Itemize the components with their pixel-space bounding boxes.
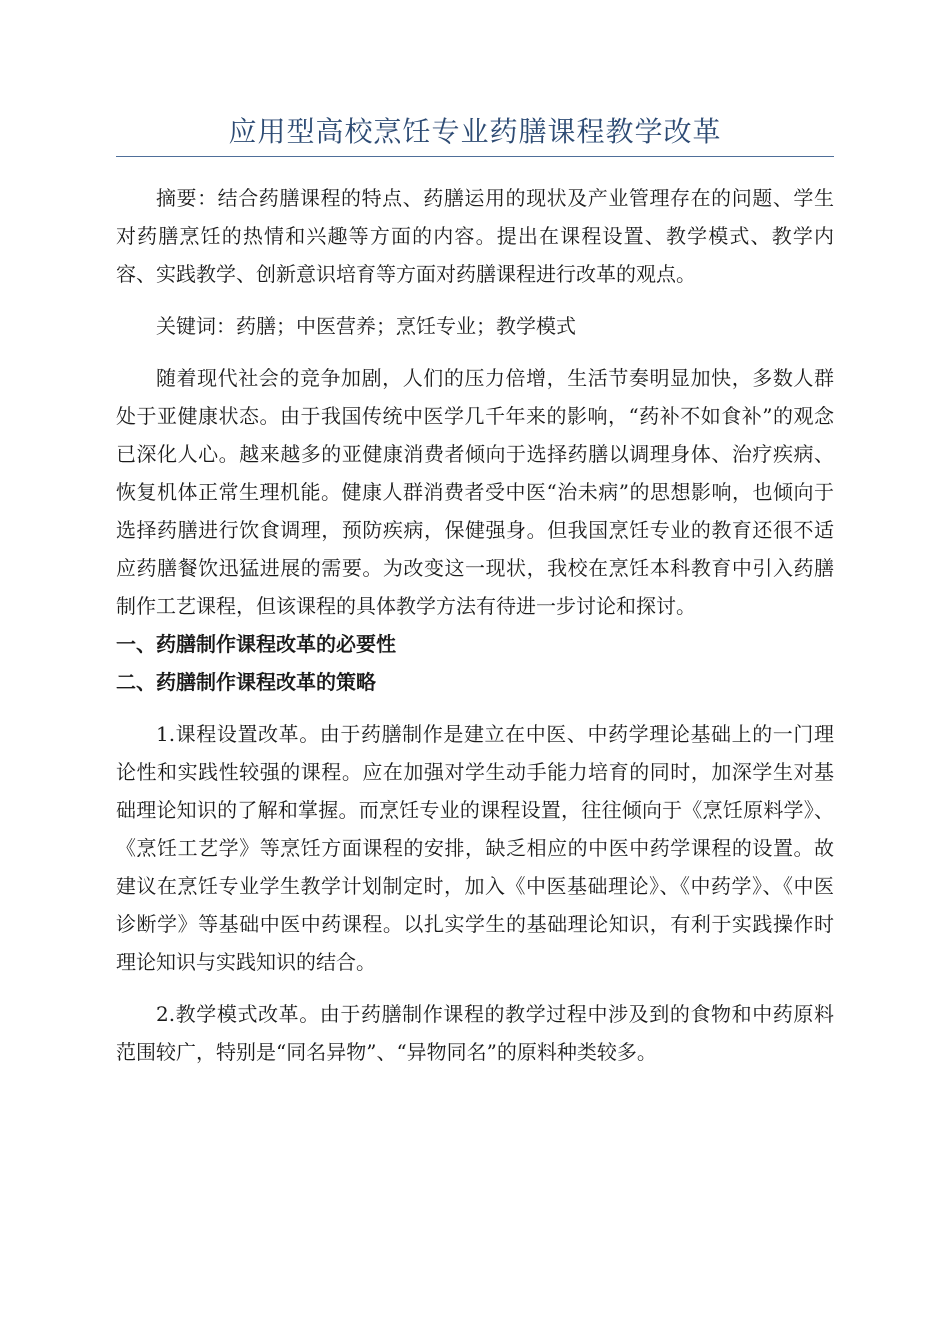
section-heading-necessity: 一、药膳制作课程改革的必要性 [116, 632, 396, 656]
document-title: 应用型高校烹饪专业药膳课程教学改革 [116, 112, 834, 157]
document-page [116, 112, 834, 1071]
keywords-paragraph: 关键词：药膳；中医营养；烹饪专业；教学模式 [156, 314, 576, 338]
abstract-paragraph: 摘要：结合药膳课程的特点、药膳运用的现状及产业管理存在的问题、学生对药膳烹饪的热情和兴趣等方面的内容。提出在课程设置、教学模式、教学内容、实践教学、创新意识培育等方面对药膳课程进行改革的观点。 [116, 186, 834, 286]
intro-paragraph: 随着现代社会的竞争加剧，人们的压力倍增，生活节奏明显加快，多数人群处于亚健康状态。由于我国传统中医学几千年来的影响，“药补不如食补”的观念已深化人心。越来越多的亚健康消费者倾向于选择药膳以调理身体、治疗疾病、恢复机体正常生理机能。健康人群消费者受中医“治未病”的思想影响，也倾向于选择药膳进行饮食调理，预防疾病，保健强身。但我国烹饪专业的教育还很不适应药膳餐饮迅猛进展的需要。为改变这一现状，我校在烹饪本科教育中引入药膳制作工艺课程，但该课程的具体教学方法有待进一步讨论和探讨。 [116, 366, 834, 618]
section-heading-strategy: 二、药膳制作课程改革的策略 [116, 670, 376, 694]
teaching-mode-reform-paragraph: 2.教学模式改革。由于药膳制作课程的教学过程中涉及到的食物和中药原料范围较广，特别是“同名异物”、“异物同名”的原料种类较多。 [116, 1002, 834, 1064]
curriculum-reform-paragraph: 1.课程设置改革。由于药膳制作是建立在中医、中药学理论基础上的一门理论性和实践性较强的课程。应在加强对学生动手能力培育的同时，加深学生对基础理论知识的了解和掌握。而烹饪专业的课程设置，往往倾向于《烹饪原料学》、《烹饪工艺学》等烹饪方面课程的安排，缺乏相应的中医中药学课程的设置。故建议在烹饪专业学生教学计划制定时，加入《中医基础理论》、《中药学》、《中医诊断学》等基础中医中药课程。以扎实学生的基础理论知识，有利于实践操作时理论知识与实践知识的结合。 [116, 722, 834, 974]
